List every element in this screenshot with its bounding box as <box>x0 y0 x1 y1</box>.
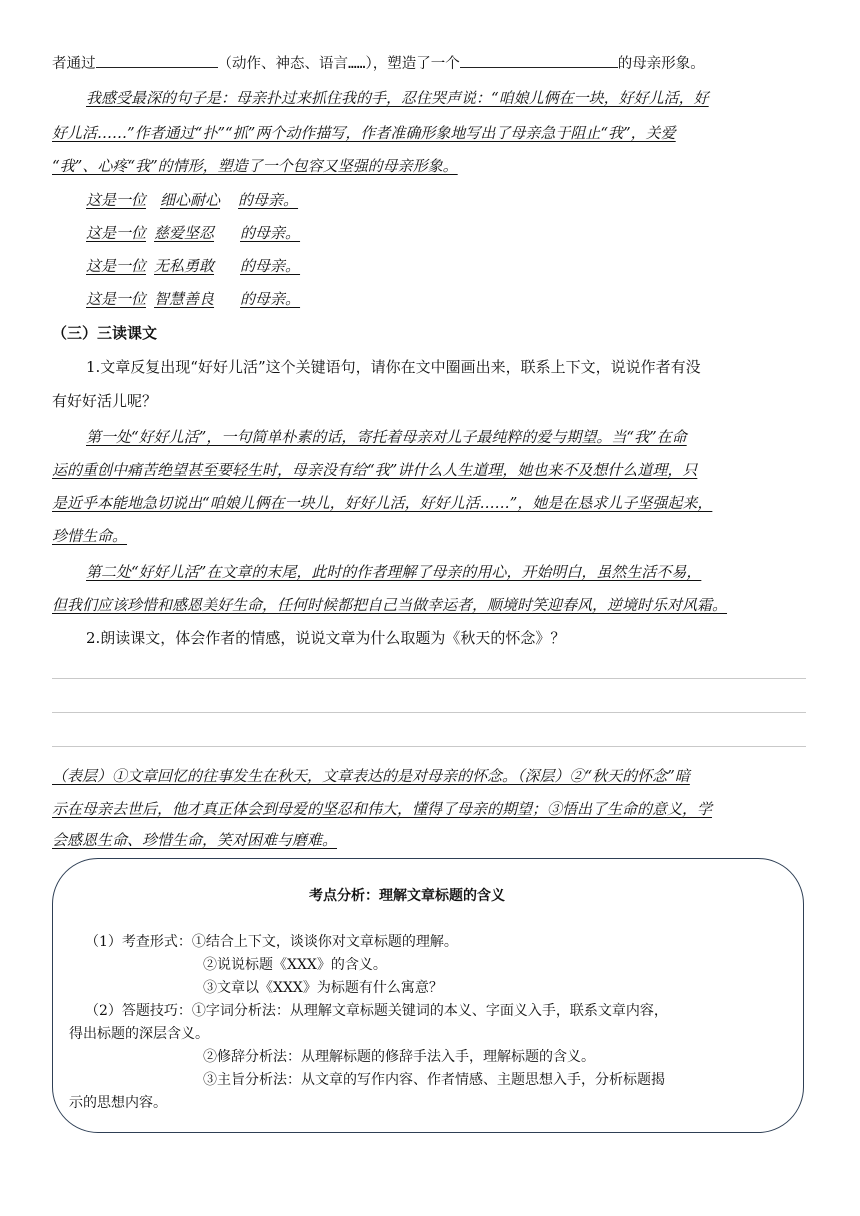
box-line: 示的思想内容。 <box>69 1095 167 1111</box>
answer-paragraph-line: 是近乎本能地急切说出“咱娘儿俩在一块儿，好好儿活，好好儿活……”，她是在恳求儿子坚强起来， <box>52 494 713 512</box>
fill-in-sentence <box>52 53 705 74</box>
mother-line-suffix: 的母亲。 <box>240 257 301 275</box>
box-line: 得出标题的深层含义。 <box>69 1026 209 1042</box>
box-line: ②说说标题《XXX》的含义。 <box>203 957 387 973</box>
mother-line-prefix: 这是一位 <box>86 290 147 308</box>
mother-trait: 无私勇敢 <box>154 257 215 275</box>
box-line: （1）考查形式：①结合上下文，谈谈你对文章标题的理解。 <box>85 934 458 950</box>
box-line: （2）答题技巧：①字词分析法：从理解文章标题关键词的本义、字面义入手，联系文章内容， <box>85 1003 668 1019</box>
answer-paragraph-line: 示在母亲去世后，他才真正体会到母爱的坚忍和伟大，懂得了母亲的期望；③悟出了生命的意义，学 <box>52 800 713 818</box>
answer-rule-line[interactable] <box>52 712 806 713</box>
mother-line-suffix: 的母亲。 <box>238 191 299 209</box>
answer-paragraph-line: 会感恩生命、珍惜生命，笑对困难与磨难。 <box>52 831 338 849</box>
answer-rule-line[interactable] <box>52 678 806 679</box>
mother-line <box>86 190 298 210</box>
answer-paragraph-line: 但我们应该珍惜和感恩美好生命，任何时候都把自己当做幸运者，顺境时笑迎春风，逆境时乐对风霜。 <box>52 596 728 614</box>
mother-trait: 慈爱坚忍 <box>154 224 215 242</box>
section-heading: （三）三读课文 <box>52 324 158 342</box>
fill-in-middle: （动作、神态、语言……），塑造了一个 <box>217 56 460 72</box>
answer-paragraph-line: 运的重创中痛苦绝望甚至要轻生时，母亲没有给“我”讲什么人生道理，她也来不及想什么道理，只 <box>52 461 698 479</box>
mother-line-prefix: 这是一位 <box>86 191 147 209</box>
answer-paragraph-line: 珍惜生命。 <box>52 527 128 545</box>
answer-paragraph-line: “我”、心疼“我”的情形，塑造了一个包容又坚强的母亲形象。 <box>52 157 458 175</box>
answer-paragraph-line: 第一处“好好儿活”，一句简单朴素的话，寄托着母亲对儿子最纯粹的爱与期望。当“我”在命 <box>86 428 687 446</box>
mother-line-prefix: 这是一位 <box>86 257 147 275</box>
key-point-box <box>52 858 804 1133</box>
answer-paragraph-line: 我感受最深的句子是：母亲扑过来抓住我的手，忍住哭声说：“咱娘儿俩在一块，好好儿活，好 <box>86 89 709 107</box>
answer-blank-2[interactable] <box>460 53 618 68</box>
mother-line-suffix: 的母亲。 <box>240 224 301 242</box>
mother-line <box>86 256 300 276</box>
box-line: ②修辞分析法：从理解标题的修辞手法入手，理解标题的含义。 <box>203 1049 595 1065</box>
question-line: 2.朗读课文，体会作者的情感，说说文章为什么取题为《秋天的怀念》？ <box>86 629 566 647</box>
mother-line <box>86 223 300 243</box>
box-line: ③文章以《XXX》为标题有什么寓意？ <box>203 980 443 996</box>
answer-blank-1[interactable] <box>96 53 218 68</box>
answer-paragraph-line: 好儿活……”作者通过“扑”“抓”两个动作描写，作者准确形象地写出了母亲急于阻止“我”，关爱 <box>52 124 676 142</box>
mother-line-suffix: 的母亲。 <box>240 290 301 308</box>
fill-in-prefix: 者通过 <box>52 56 96 72</box>
question-line: 1.文章反复出现“好好儿活”这个关键语句，请你在文中圈画出来，联系上下文，说说作者有没 <box>86 358 701 376</box>
question-line: 有好好活儿呢？ <box>52 392 158 410</box>
answer-paragraph-line: 第二处“好好儿活”在文章的末尾，此时的作者理解了母亲的用心，开始明白，虽然生活不易， <box>86 563 702 581</box>
mother-line-prefix: 这是一位 <box>86 224 147 242</box>
mother-trait: 细心耐心 <box>160 191 221 209</box>
box-line: ③主旨分析法：从文章的写作内容、作者情感、主题思想入手，分析标题揭 <box>203 1072 665 1088</box>
answer-paragraph-line: （表层）①文章回忆的往事发生在秋天，文章表达的是对母亲的怀念。（深层）②“秋天的怀念”暗 <box>52 767 690 785</box>
mother-line <box>86 289 300 309</box>
mother-trait: 智慧善良 <box>154 290 215 308</box>
fill-in-suffix: 的母亲形象。 <box>617 56 705 72</box>
answer-rule-line[interactable] <box>52 746 806 747</box>
box-title: 考点分析：理解文章标题的含义 <box>309 888 505 904</box>
